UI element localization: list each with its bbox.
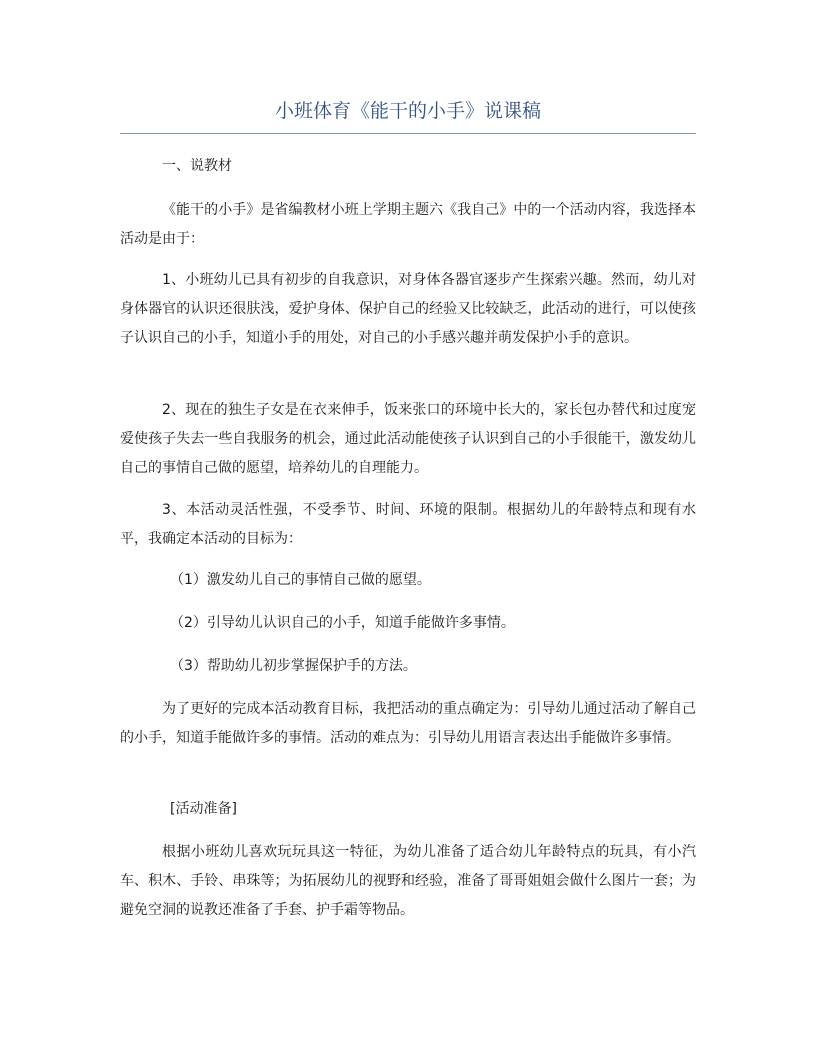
paragraph-reason-1: 1、小班幼儿已具有初步的自我意识，对身体各器官逐步产生探索兴趣。然而，幼儿对身体器官的认识还很肤浅，爱护身体、保护自己的经验又比较缺乏，此活动的进行，可以使孩子认识自己的小手，知道小手的用处，对自己的小手感兴趣并萌发保护小手的意识。	[120, 272, 696, 346]
goal-item-1: （1）激发幼儿自己的事情自己做的愿望。	[170, 572, 431, 588]
document-title: 小班体育《能干的小手》说课稿	[274, 100, 541, 122]
title-divider	[120, 133, 696, 134]
paragraph-reason-2: 2、现在的独生子女是在衣来伸手，饭来张口的环境中长大的，家长包办替代和过度宠爱使孩子失去一些自我服务的机会，通过此活动能使孩子认识到自己的小手很能干，激发幼儿自己的事情自己做的愿望，培养幼儿的自理能力。	[120, 402, 696, 476]
paragraph-reason-3: 3、本活动灵活性强，不受季节、时间、环境的限制。根据幼儿的年龄特点和现有水平，我确定本活动的目标为：	[120, 502, 696, 547]
paragraph-focus: 为了更好的完成本活动教育目标，我把活动的重点确定为：引导幼儿通过活动了解自己的小手，知道手能做许多的事情。活动的难点为：引导幼儿用语言表达出手能做许多事情。	[120, 701, 696, 746]
paragraph-intro: 《能干的小手》是省编教材小班上学期主题六《我自己》中的一个活动内容，我选择本活动是由于：	[120, 202, 696, 247]
paragraph-preparation: 根据小班幼儿喜欢玩玩具这一特征，为幼儿准备了适合幼儿年龄特点的玩具，有小汽车、积木、手铃、串珠等；为拓展幼儿的视野和经验，准备了哥哥姐姐会做什么图片一套；为避免空洞的说教还准备了手套、护手霜等物品。	[120, 844, 696, 918]
section-heading-preparation: [活动准备]	[170, 801, 237, 817]
goal-item-3: （3）帮助幼儿初步掌握保护手的方法。	[170, 658, 417, 674]
goal-item-2: （2）引导幼儿认识自己的小手，知道手能做许多事情。	[170, 615, 515, 631]
section-heading: 一、说教材	[162, 158, 232, 174]
